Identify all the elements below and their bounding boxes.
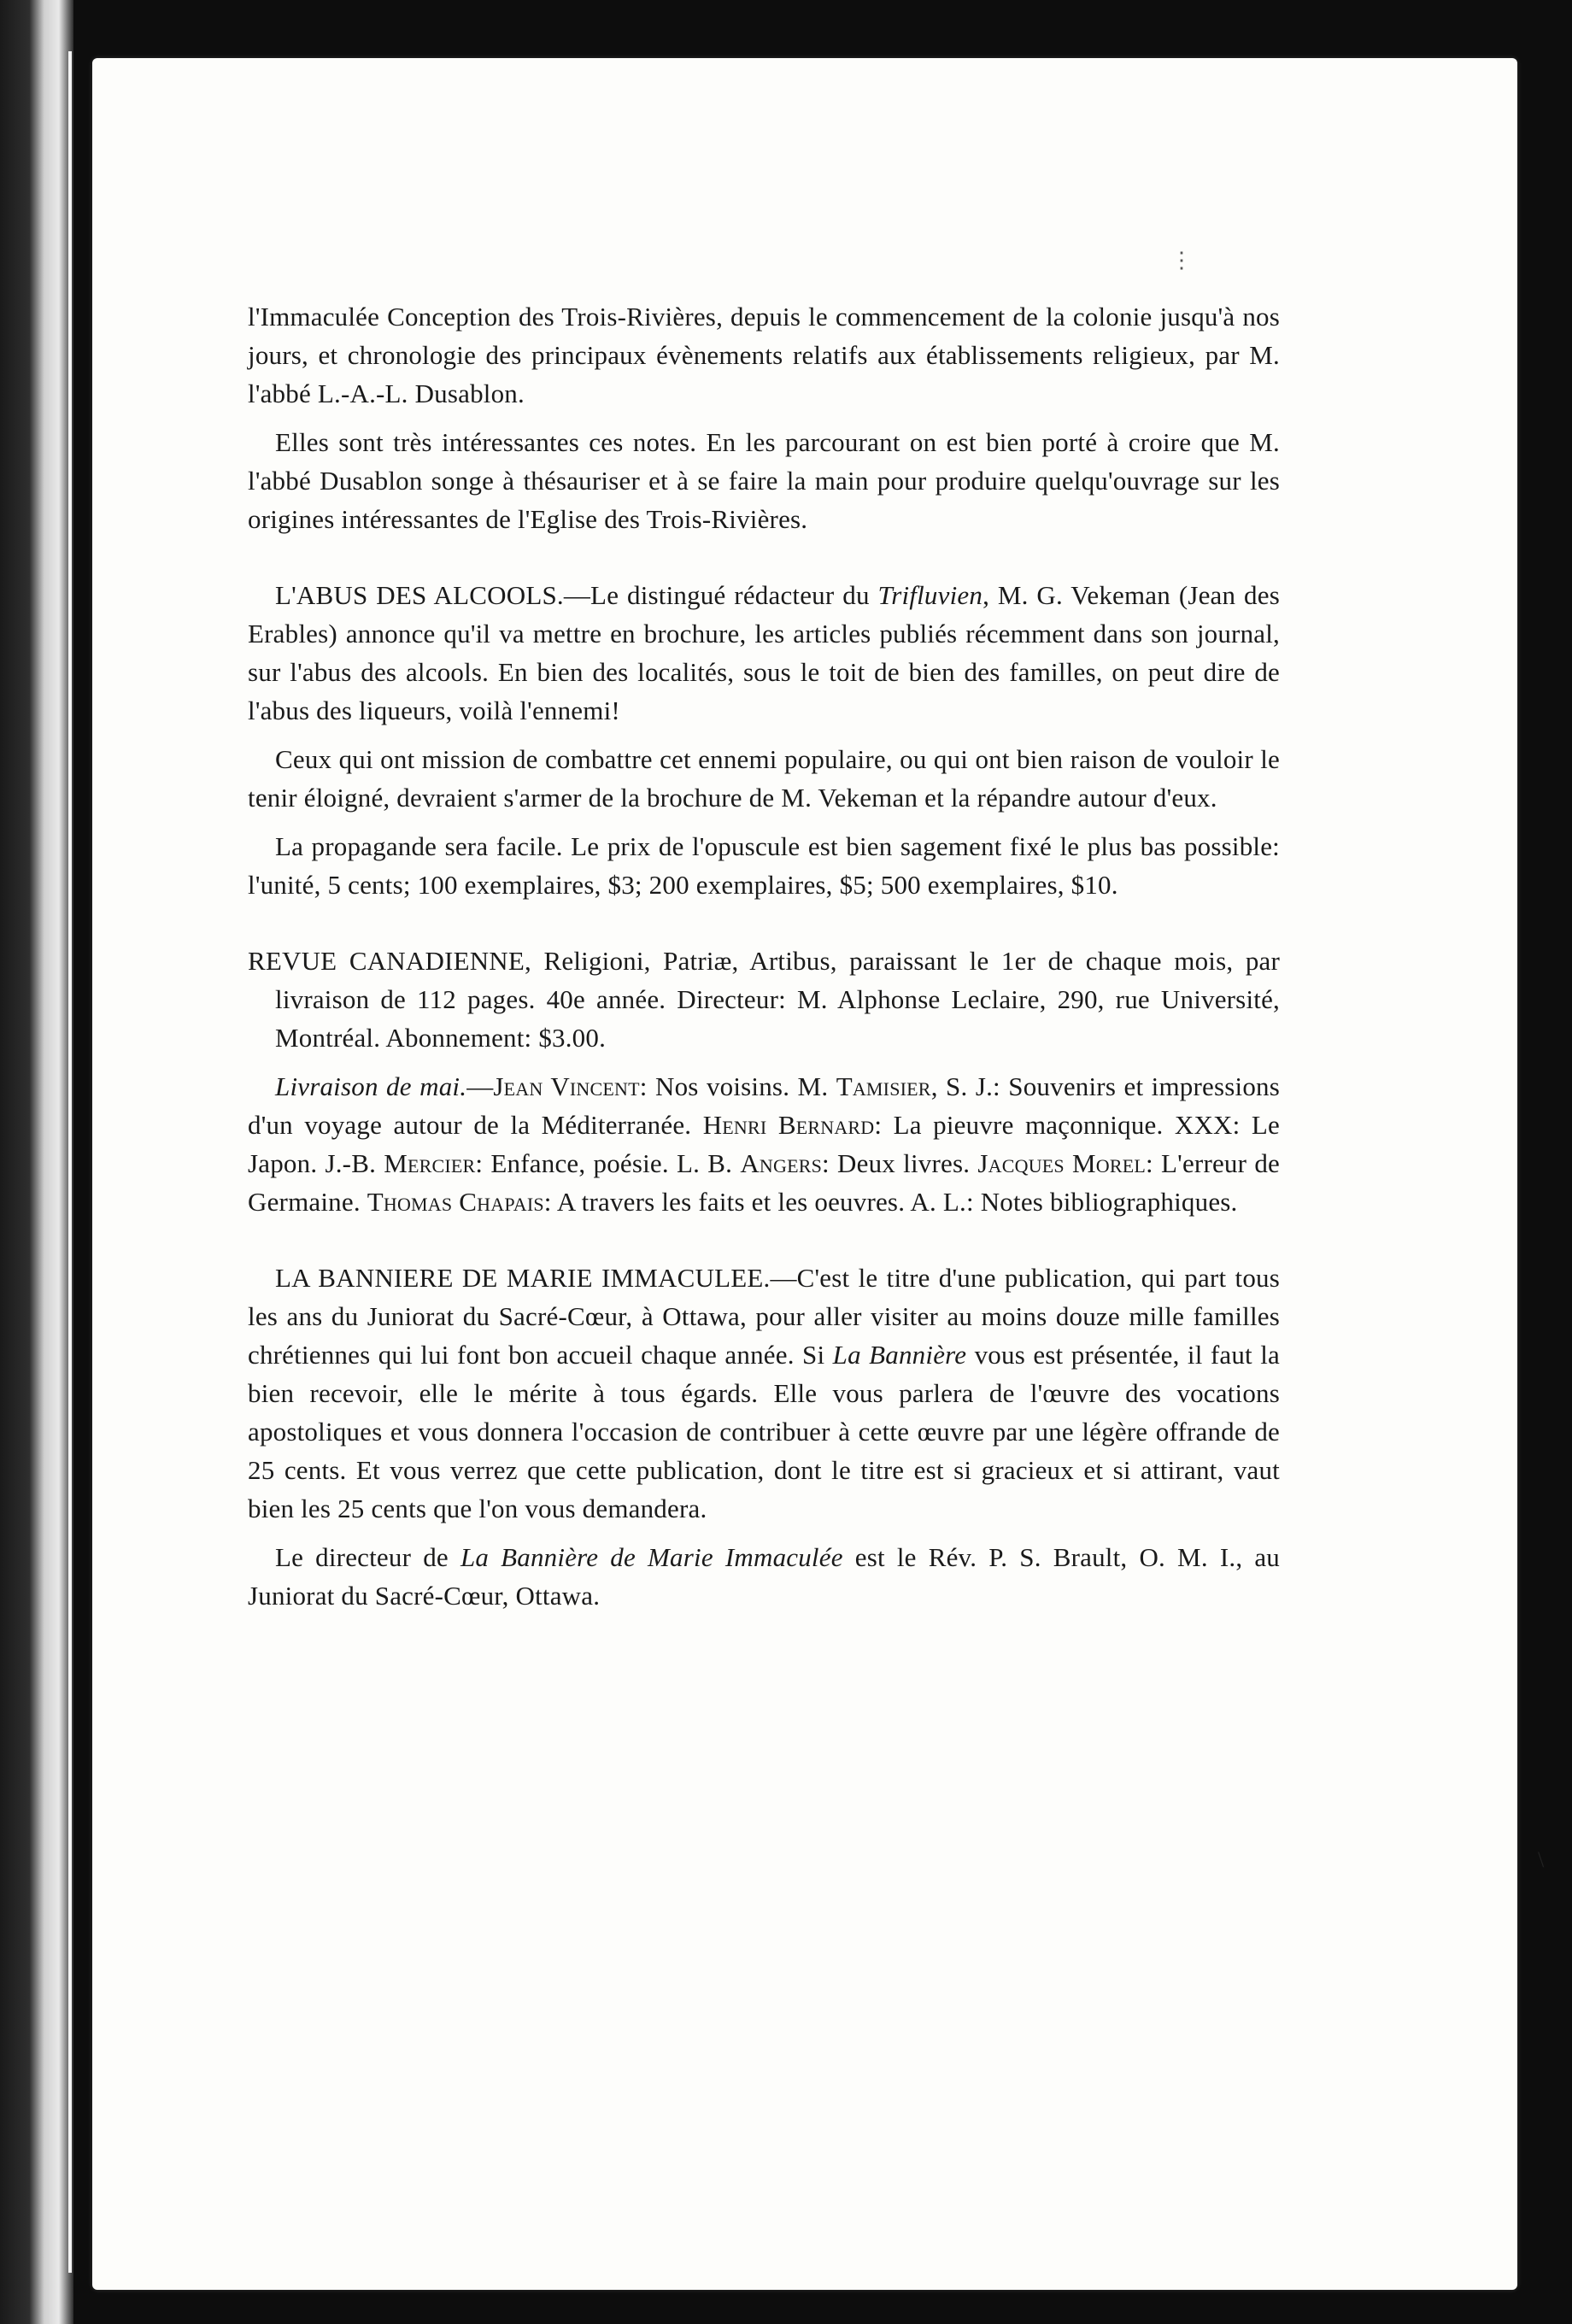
paragraph-revue-canadienne: REVUE CANADIENNE, Religioni, Patriæ, Artibus, paraissant le 1er de chaque mois, par livraison de 112 pages. 40e année. Directeur: M. Alphonse Leclaire, 290, rue Université, Montréal. Abonnement: $3.00.: [248, 946, 1280, 1053]
section-heading-banniere: LA BANNIERE DE MARIE IMMACULEE.: [275, 1263, 771, 1293]
page-text: [248, 297, 1280, 1615]
spine-edge: [0, 51, 72, 2273]
scan-speck: ⋮: [1170, 248, 1193, 273]
paragraph-interesting-notes: Elles sont très intéressantes ces notes. En les parcourant on est bien porté à croire que M. l'abbé Dusablon songe à thésauriser et à se faire la main pour produire quelqu'ouvrage sur les origines intéressantes de l'Eglise des Trois-Rivières.: [248, 427, 1280, 534]
section-heading-abus: L'ABUS DES ALCOOLS.: [275, 580, 564, 610]
paragraph-dusablon-notes: l'Immaculée Conception des Trois-Rivières, depuis le commencement de la colonie jusqu'à nos jours, et chronologie des principaux évènements relatifs aux établissements religieux, par M. l'abbé L.-A.-L. Dusablon.: [248, 302, 1280, 408]
journal-title: Trifluvien: [877, 580, 983, 610]
book-spine: [0, 0, 73, 2324]
paragraph-banniere: LA BANNIERE DE MARIE IMMACULEE.—C'est le titre d'une publication, qui part tous les ans du Juniorat du Sacré-Cœur, à Ottawa, pour aller visiter au moins douze mille familles chrétiennes qui lui font bon accueil chaque année. Si La Bannière vous est présentée, il faut la bien recevoir, elle le mérite à tous égards. Elle vous parlera de l'œuvre des vocations apostoliques et vous donnera l'occasion de contribuer à cette œuvre par une légère offrande de 25 cents. Et vous verrez que cette publication, dont le titre est si gracieux et si attirant, vaut bien les 25 cents que l'on vous demandera.: [248, 1263, 1281, 1523]
paragraph-abus-alcools: L'ABUS DES ALCOOLS.—Le distingué rédacteur du Trifluvien, M. G. Vekeman (Jean des Erables) annonce qu'il va mettre en brochure, les articles publiés récemment dans son journal, sur l'abus des alcools. En bien des localités, sous le toit de bien des familles, on peut dire de l'abus des liqueurs, voilà l'ennemi!: [248, 580, 1280, 725]
paragraph-combattre: Ceux qui ont mission de combattre cet ennemi populaire, ou qui ont bien raison de vouloir le tenir éloigné, devraient s'armer de la brochure de M. Vekeman et la répandre autour d'eux.: [248, 744, 1280, 813]
scan-speck: \: [1538, 1847, 1545, 1872]
paragraph-directeur: Le directeur de La Bannière de Marie Immaculée est le Rév. P. S. Brault, O. M. I., au Juniorat du Sacré-Cœur, Ottawa.: [248, 1542, 1280, 1611]
paragraph-livraison-mai: Livraison de mai.—Jean Vincent: Nos voisins. M. Tamisier, S. J.: Souvenirs et impressions d'un voyage autour de la Méditerranée. Henri Bernard: La pieuvre maçonnique. XXX: Le Japon. J.-B. Mercier: Enfance, poésie. L. B. Angers: Deux livres. Jacques Morel: L'erreur de Germaine. Thomas Chapais: A travers les faits et les oeuvres. A. L.: Notes bibliographiques.: [248, 1071, 1280, 1217]
paragraph-propagande: La propagande sera facile. Le prix de l'opuscule est bien sagement fixé le plus bas possible: l'unité, 5 cents; 100 exemplaires, $3; 200 exemplaires, $5; 500 exemplaires, $10.: [248, 831, 1280, 900]
